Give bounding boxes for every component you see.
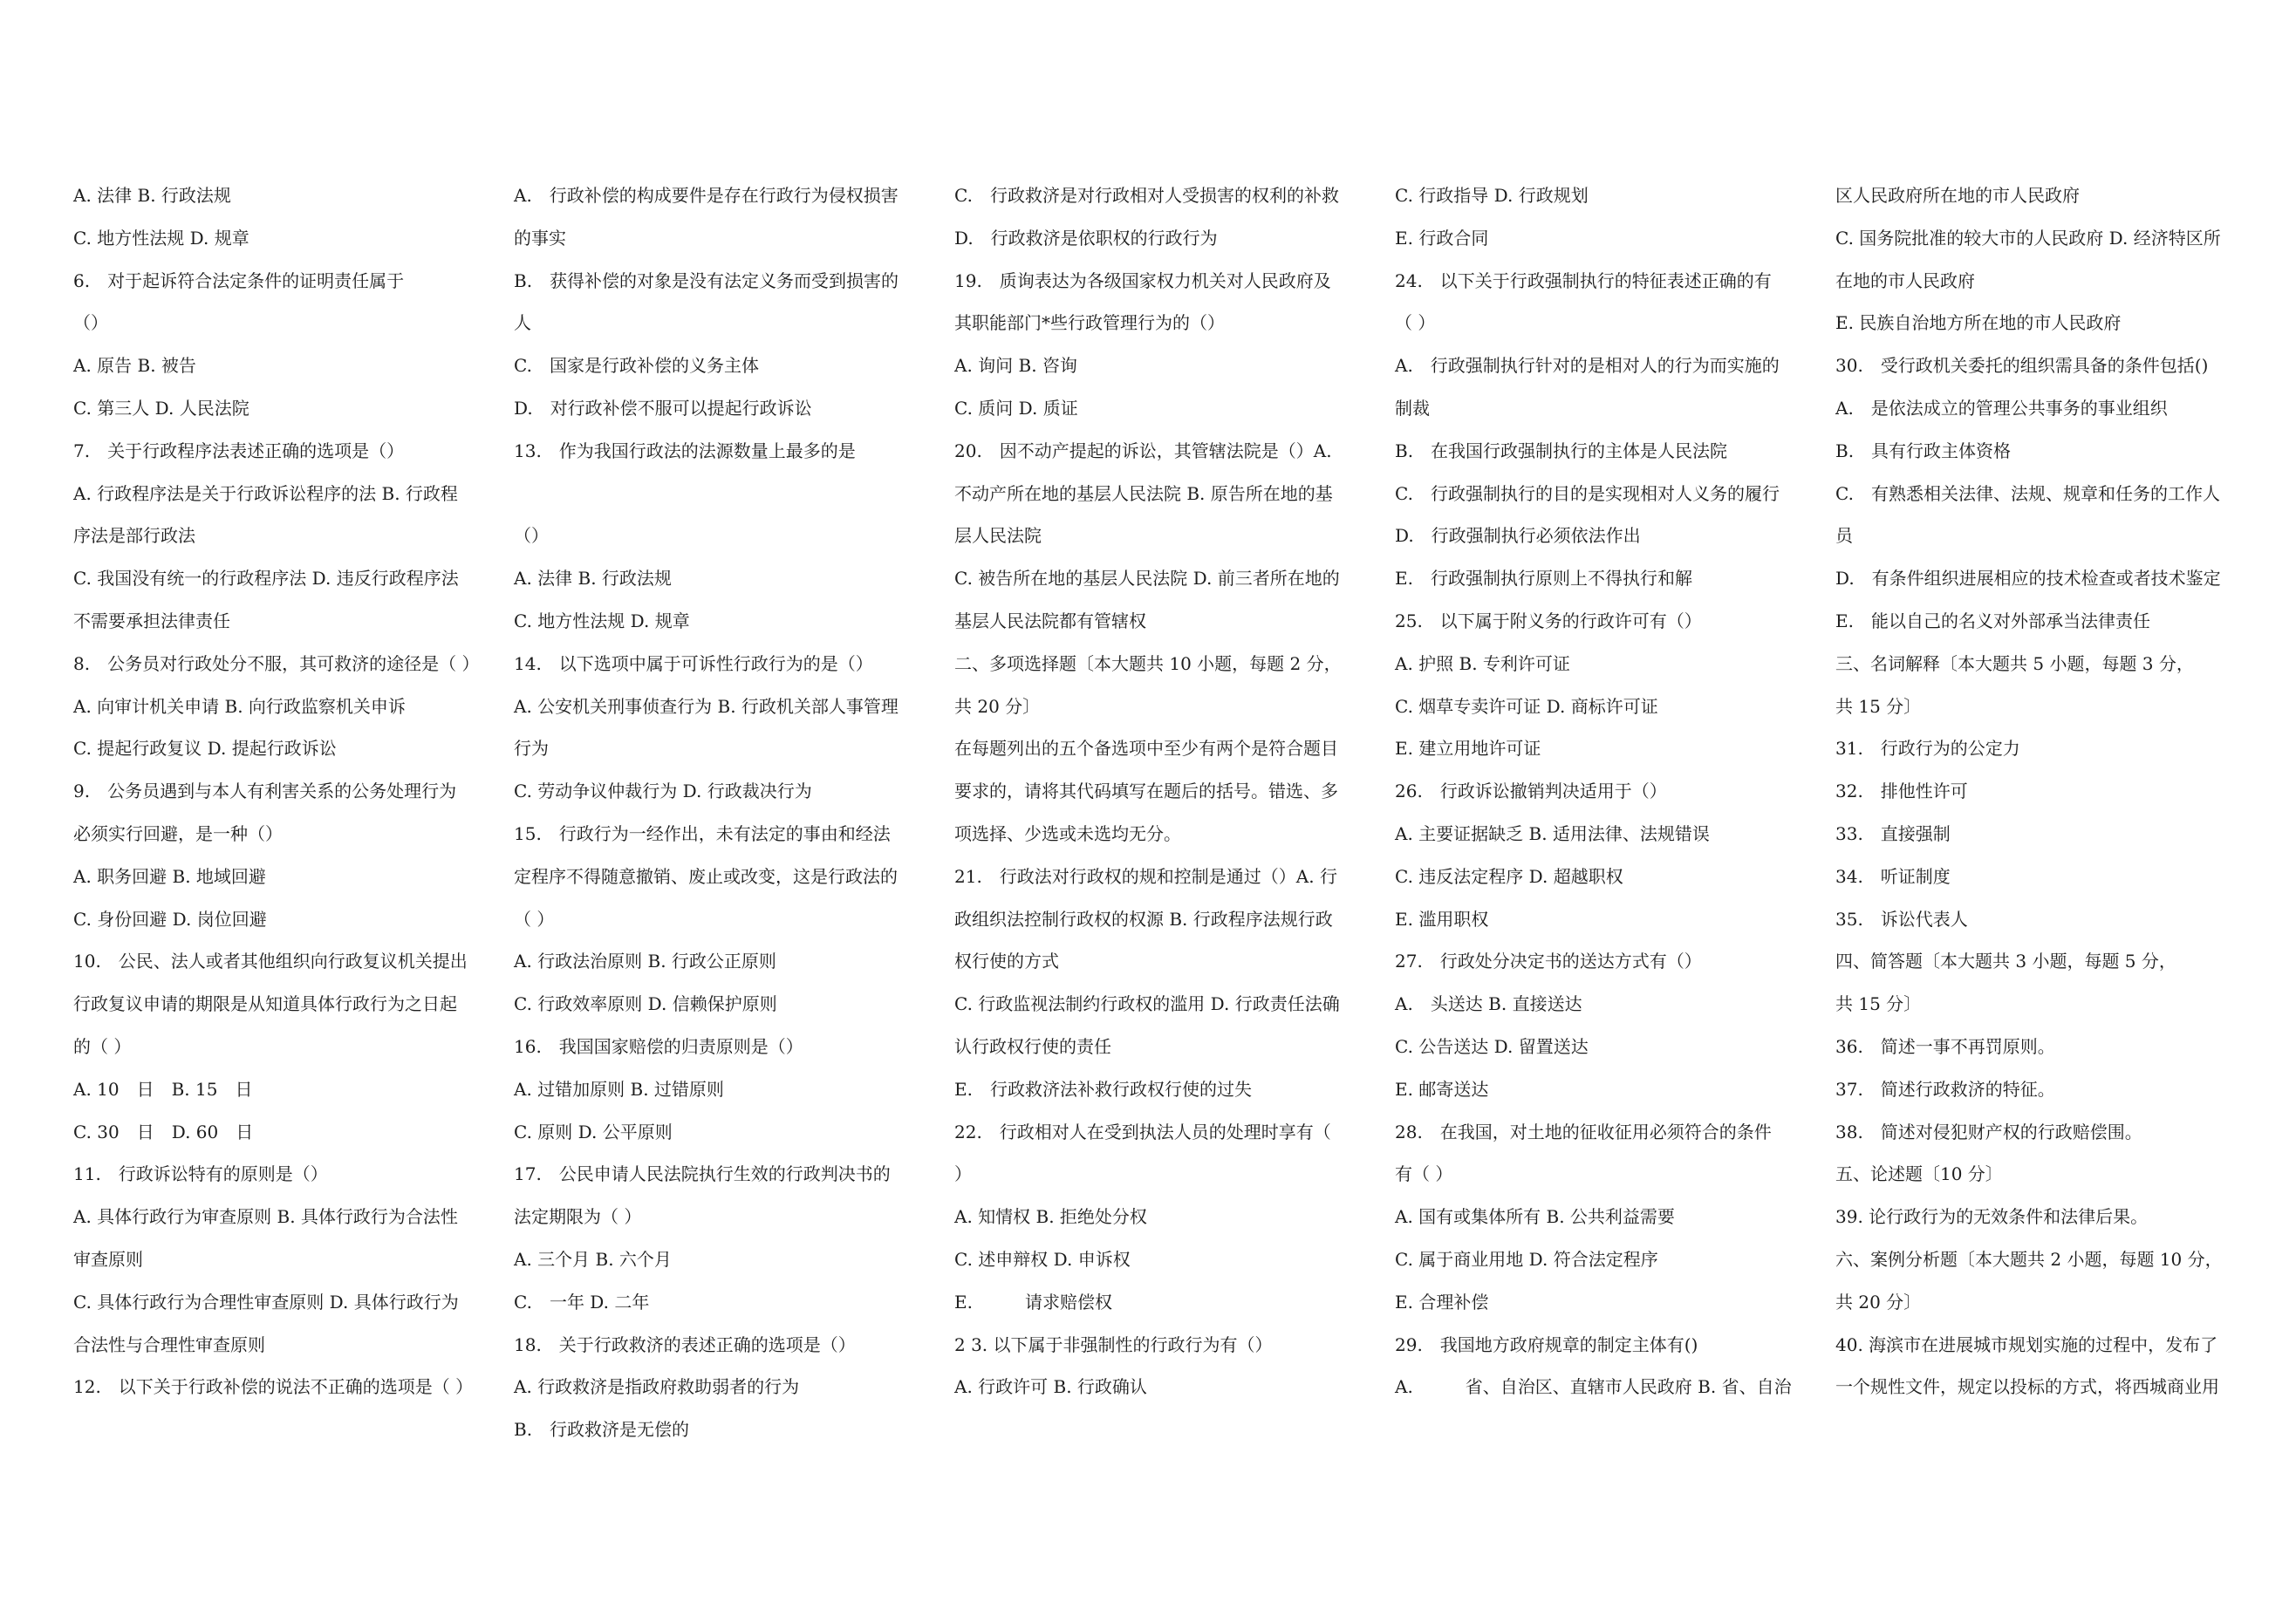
text-line: A. 国有或集体所有 B. 公共利益需要	[1395, 1206, 1675, 1228]
text-line: 10. 公民、法人或者其他组织向行政复议机关提出	[73, 951, 468, 972]
text-line: E. 行政救济法补救行政权行使的过失	[954, 1078, 1252, 1100]
text-line: 32. 排他性许可	[1835, 781, 1968, 802]
text-line: C. 30 日 D. 60 日	[73, 1121, 254, 1142]
text-line: 五、论述题〔10 分〕	[1835, 1163, 2003, 1185]
text-line: A. 行政程序法是关于行政诉讼程序的法 B. 行政程	[73, 482, 458, 504]
text-line: E. 行政强制执行原则上不得执行和解	[1395, 568, 1692, 590]
text-line: C. 行政指导 D. 行政规划	[1395, 185, 1589, 206]
text-line: 37. 简述行政救济的特征。	[1835, 1078, 2055, 1100]
text-line: A. 行政法治原则 B. 行政公正原则	[514, 951, 776, 972]
text-line: 有（ ）	[1395, 1163, 1453, 1185]
text-line: A. 是依法成立的管理公共事务的事业组织	[1835, 397, 2168, 419]
text-line: 11. 行政诉讼特有的原则是（）	[73, 1163, 328, 1185]
text-line: 合法性与合理性审查原则	[73, 1333, 265, 1355]
text-line: C. 劳动争议仲裁行为 D. 行政裁决行为	[514, 781, 812, 802]
text-line: 区人民政府所在地的市人民政府	[1835, 185, 2080, 206]
text-line: C. 质问 D. 质证	[954, 397, 1078, 419]
text-line: 34. 听证制度	[1835, 865, 1951, 887]
text-line: D. 行政救济是依职权的行政行为	[954, 227, 1218, 249]
text-line: 定程序不得随意撤销、废止或改变，这是行政法的	[514, 865, 898, 887]
text-line: A. 头送达 B. 直接送达	[1395, 993, 1582, 1015]
text-line: C. 我国没有统一的行政程序法 D. 违反行政程序法	[73, 568, 459, 590]
text-line: C. 地方性法规 D. 规章	[73, 227, 249, 249]
text-line: 项选择、少选或未选均无分。	[954, 822, 1181, 844]
text-line: A. 省、自治区、直辖市人民政府 B. 省、自治	[1395, 1376, 1792, 1398]
text-line: C. 具体行政行为合理性审查原则 D. 具体行政行为	[73, 1291, 459, 1313]
text-line: B. 行政救济是无偿的	[514, 1419, 690, 1441]
text-line: A. 行政补偿的构成要件是存在行政行为侵权损害	[514, 185, 899, 206]
text-line: C. 国家是行政补偿的义务主体	[514, 355, 759, 377]
text-line: 层人民法院	[954, 525, 1042, 547]
text-column-3	[954, 174, 1371, 1408]
text-line: 行为	[514, 738, 549, 760]
text-line: E. 民族自治地方所在地的市人民政府	[1835, 312, 2122, 334]
text-line: 共 15 分〕	[1835, 695, 1922, 717]
text-line: A. 主要证据缺乏 B. 适用法律、法规错误	[1395, 822, 1710, 844]
text-line: 要求的，请将其代码填写在题后的括号。错选、多	[954, 781, 1338, 802]
text-line: A. 询问 B. 咨询	[954, 355, 1077, 377]
text-line: 二、多项选择题〔本大题共 10 小题，每题 2 分，	[954, 652, 1342, 674]
text-line: 6. 对于起诉符合法定条件的证明责任属于	[73, 269, 405, 291]
text-line: 29. 我国地方政府规章的制定主体有()	[1395, 1333, 1698, 1355]
text-line: 共 20 分〕	[954, 695, 1041, 717]
text-line: A. 具体行政行为审查原则 B. 具体行政行为合法性	[73, 1206, 458, 1228]
text-line: 39. 论行政行为的无效条件和法律后果。	[1835, 1206, 2149, 1228]
text-line: 19. 质询表达为各级国家权力机关对人民政府及	[954, 269, 1331, 291]
text-line: D. 有条件组织进展相应的技术检查或者技术鉴定	[1835, 568, 2221, 590]
text-line: 一个规性文件，规定以投标的方式，将西城商业用	[1835, 1376, 2219, 1398]
text-line: 31. 行政行为的公定力	[1835, 738, 2020, 760]
text-line: 的事实	[514, 227, 566, 249]
text-line: 人	[514, 312, 531, 334]
text-line: 审查原则	[73, 1248, 143, 1270]
text-line: E. 行政合同	[1395, 227, 1489, 249]
text-line: 不动产所在地的基层人民法院 B. 原告所在地的基	[954, 482, 1333, 504]
text-line: C. 第三人 D. 人民法院	[73, 397, 249, 419]
text-line: C. 属于商业用地 D. 符合法定程序	[1395, 1248, 1658, 1270]
text-line: E. 邮寄送达	[1395, 1078, 1489, 1100]
text-line: 必须实行回避，是一种（）	[73, 822, 283, 844]
text-line: C. 行政监视法制约行政权的滥用 D. 行政责任法确	[954, 993, 1340, 1015]
text-line: C. 述申辩权 D. 申诉权	[954, 1248, 1131, 1270]
text-line: 不需要承担法律责任	[73, 610, 230, 631]
text-line: （ ）	[1395, 312, 1436, 334]
text-line: 38. 简述对侵犯财产权的行政赔偿围。	[1835, 1121, 2142, 1142]
text-column-4	[1395, 174, 1812, 1408]
text-line: C. 原则 D. 公平原则	[514, 1121, 673, 1142]
text-line: 认行政权行使的责任	[954, 1035, 1111, 1057]
text-line: 14. 以下选项中属于可诉性行政行为的是（）	[514, 652, 873, 674]
text-line: 员	[1835, 525, 1853, 547]
text-line: 33. 直接强制	[1835, 822, 1951, 844]
text-line: 36. 简述一事不再罚原则。	[1835, 1035, 2055, 1057]
text-line: B. 获得补偿的对象是没有法定义务而受到损害的	[514, 269, 899, 291]
text-line: 共 15 分〕	[1835, 993, 1922, 1015]
text-line: 22. 行政相对人在受到执法人员的处理时享有（	[954, 1121, 1331, 1142]
text-line: C. 行政救济是对行政相对人受损害的权利的补救	[954, 185, 1339, 206]
text-line: C. 提起行政复议 D. 提起行政诉讼	[73, 738, 337, 760]
text-line: 行政复议申请的期限是从知道具体行政行为之日起	[73, 993, 457, 1015]
text-line: A. 法律 B. 行政法规	[73, 185, 231, 206]
text-line: 8. 公务员对行政处分不服，其可救济的途径是（ ）	[73, 652, 480, 674]
text-column-2	[514, 174, 931, 1451]
text-line: B. 在我国行政强制执行的主体是人民法院	[1395, 440, 1728, 461]
text-line: A. 法律 B. 行政法规	[514, 568, 672, 590]
text-line: 30. 受行政机关委托的组织需具备的条件包括()	[1835, 355, 2209, 377]
text-line: C. 公告送达 D. 留置送达	[1395, 1035, 1589, 1057]
text-line: （）	[514, 525, 549, 547]
text-line: C. 身份回避 D. 岗位回避	[73, 908, 267, 930]
text-line: 基层人民法院都有管辖权	[954, 610, 1146, 631]
text-line: 16. 我国国家赔偿的归责原则是（）	[514, 1035, 803, 1057]
text-line: ）	[954, 1163, 972, 1185]
text-line: 17. 公民申请人民法院执行生效的行政判决书的	[514, 1163, 891, 1185]
text-line: 35. 诉讼代表人	[1835, 908, 1968, 930]
text-line: A. 护照 B. 专利许可证	[1395, 652, 1570, 674]
text-line: 的（ ）	[73, 1035, 132, 1057]
text-line: E. 能以自己的名义对外部承当法律责任	[1835, 610, 2150, 631]
text-line: A. 三个月 B. 六个月	[514, 1248, 672, 1270]
text-line: 28. 在我国，对土地的征收征用必须符合的条件	[1395, 1121, 1772, 1142]
text-line: 15. 行政行为一经作出，未有法定的事由和经法	[514, 822, 891, 844]
text-column-5	[1835, 174, 2252, 1408]
text-line: E. 合理补偿	[1395, 1291, 1489, 1313]
text-line: 在地的市人民政府	[1835, 269, 1975, 291]
text-line: 法定期限为（ ）	[514, 1206, 642, 1228]
text-line: 政组织法控制行政权的权源 B. 行政程序法规行政	[954, 908, 1333, 930]
text-line: （）	[73, 312, 108, 334]
text-line: 在每题列出的五个备选项中至少有两个是符合题目	[954, 738, 1338, 760]
text-line: 六、案例分析题〔本大题共 2 小题，每题 10 分，	[1835, 1248, 2223, 1270]
text-line: A. 行政强制执行针对的是相对人的行为而实施的	[1395, 355, 1780, 377]
text-line: A. 行政许可 B. 行政确认	[954, 1376, 1147, 1398]
text-line: 12. 以下关于行政补偿的说法不正确的选项是（ ）	[73, 1376, 474, 1398]
text-line: E. 滥用职权	[1395, 908, 1489, 930]
text-line: C. 有熟悉相关法律、法规、规章和任务的工作人	[1835, 482, 2220, 504]
text-line: B. 具有行政主体资格	[1835, 440, 2012, 461]
text-column-1	[73, 174, 490, 1408]
text-line: 权行使的方式	[954, 951, 1059, 972]
text-line: 7. 关于行政程序法表述正确的选项是（）	[73, 440, 405, 461]
text-line: C. 地方性法规 D. 规章	[514, 610, 690, 631]
text-line: D. 对行政补偿不服可以提起行政诉讼	[514, 397, 812, 419]
text-line: 序法是部行政法	[73, 525, 195, 547]
text-line: 共 20 分〕	[1835, 1291, 1922, 1313]
text-line: 26. 行政诉讼撤销判决适用于（）	[1395, 781, 1667, 802]
text-line: C. 烟草专卖许可证 D. 商标许可证	[1395, 695, 1658, 717]
text-line: 25. 以下属于附义务的行政许可有（）	[1395, 610, 1702, 631]
text-line: E. 请求赔偿权	[954, 1291, 1112, 1313]
text-line: 制裁	[1395, 397, 1430, 419]
text-line: C. 违反法定程序 D. 超越职权	[1395, 865, 1623, 887]
text-line: 9. 公务员遇到与本人有利害关系的公务处理行为	[73, 781, 457, 802]
text-line: C. 行政效率原则 D. 信赖保护原则	[514, 993, 777, 1015]
text-line: 四、简答题〔本大题共 3 小题，每题 5 分，	[1835, 951, 2176, 972]
text-line: 2 3. 以下属于非强制性的行政行为有（）	[954, 1333, 1273, 1355]
text-line: 40. 海滨市在进展城市规划实施的过程中，发布了	[1835, 1333, 2218, 1355]
text-line: 13. 作为我国行政法的法源数量上最多的是	[514, 440, 856, 461]
text-line: 18. 关于行政救济的表述正确的选项是（）	[514, 1333, 856, 1355]
text-line: 20. 因不动产提起的诉讼，其管辖法院是（）A.	[954, 440, 1332, 461]
text-line: A. 过错加原则 B. 过错原则	[514, 1078, 724, 1100]
text-line: C. 一年 D. 二年	[514, 1291, 650, 1313]
text-line: 三、名词解释〔本大题共 5 小题，每题 3 分，	[1835, 652, 2194, 674]
text-line: A. 10 日 B. 15 日	[73, 1078, 253, 1100]
text-line: 其职能部门*些行政管理行为的（）	[954, 312, 1225, 334]
text-line: A. 原告 B. 被告	[73, 355, 196, 377]
text-line: A. 职务回避 B. 地域回避	[73, 865, 266, 887]
text-line: 21. 行政法对行政权的规和控制是通过（）A. 行	[954, 865, 1337, 887]
text-line: C. 国务院批准的较大市的人民政府 D. 经济特区所	[1835, 227, 2221, 249]
text-line: C. 被告所在地的基层人民法院 D. 前三者所在地的	[954, 568, 1340, 590]
text-line: A. 行政救济是指政府救助弱者的行为	[514, 1376, 800, 1398]
text-line: 24. 以下关于行政强制执行的特征表述正确的有	[1395, 269, 1772, 291]
text-line: C. 行政强制执行的目的是实现相对人义务的履行	[1395, 482, 1780, 504]
text-line: （ ）	[514, 908, 555, 930]
text-line: A. 公安机关刑事侦查行为 B. 行政机关部人事管理	[514, 695, 899, 717]
text-line: A. 向审计机关申请 B. 向行政监察机关申诉	[73, 695, 406, 717]
text-line: D. 行政强制执行必须依法作出	[1395, 525, 1641, 547]
text-line	[514, 473, 931, 515]
text-line: 27. 行政处分决定书的送达方式有（）	[1395, 951, 1702, 972]
text-line: E. 建立用地许可证	[1395, 738, 1541, 760]
text-line: A. 知情权 B. 拒绝处分权	[954, 1206, 1147, 1228]
